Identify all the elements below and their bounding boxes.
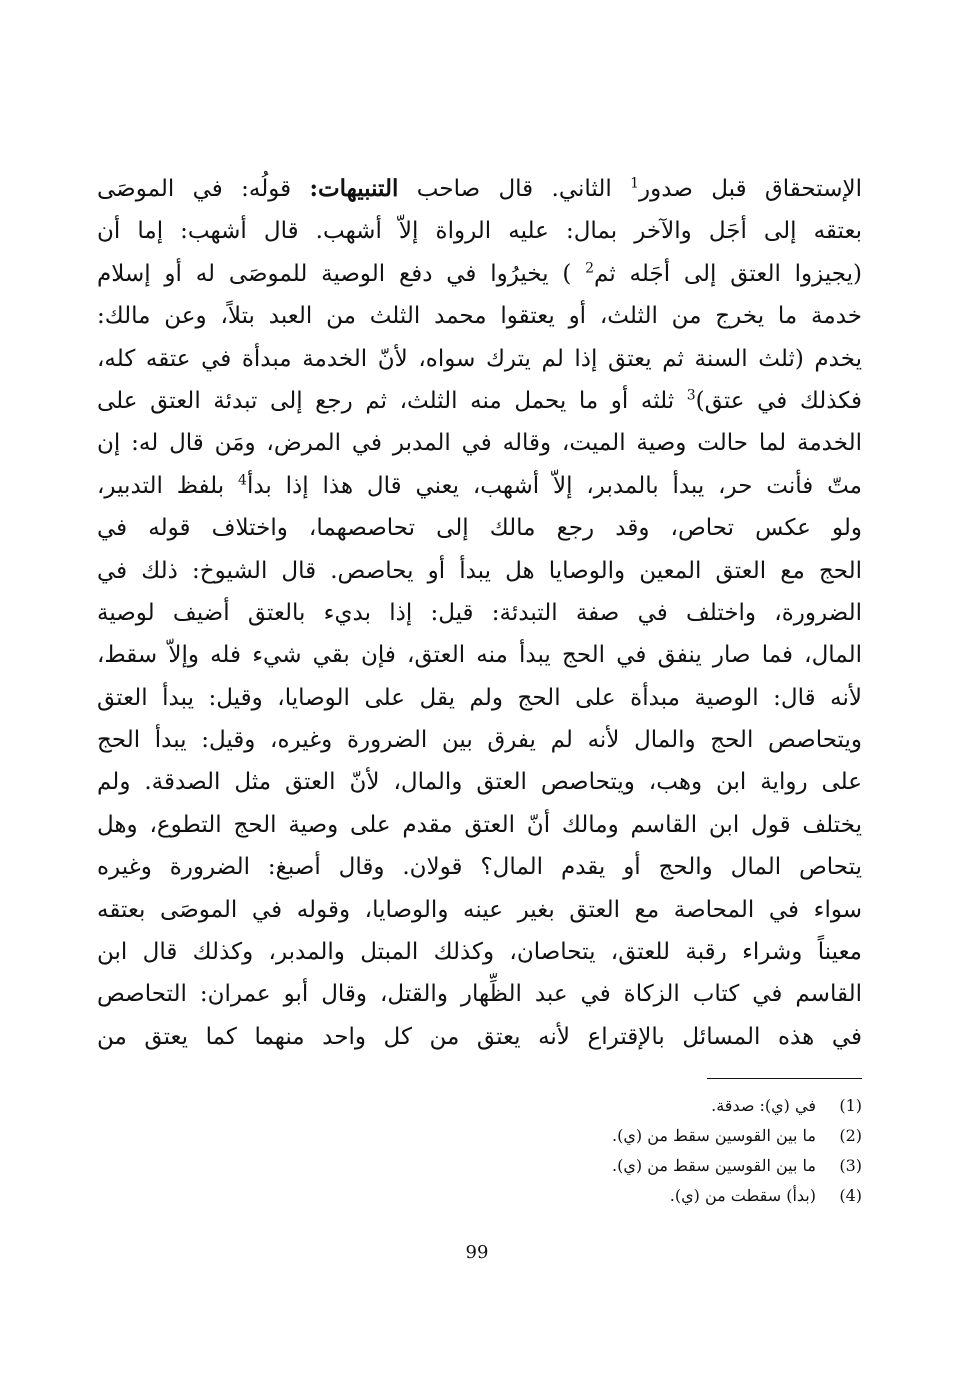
text-line (97, 973, 862, 1015)
footnote-marker: 1 (630, 175, 640, 192)
line-text: الحج مع العتق المعين والوصايا هل يبدأ أو يحاصص. قال الشيوخ: ذلك في (97, 557, 862, 584)
footnote-number: (3) (839, 1156, 862, 1175)
page-number: 99 (465, 1242, 489, 1263)
footnote-text: في (ي): صدقة. (711, 1096, 816, 1115)
line-text: ) يخيرُوا في دفع الوصية للموصَى له أو إسلام (97, 260, 586, 287)
line-text: الثاني. قال صاحب (398, 176, 631, 202)
line-text: بعتقه إلى أجَل والآخر بمال: عليه الرواة إلاّ أشهب. قال أشهب: إما أن (97, 218, 862, 245)
text-line (97, 295, 862, 337)
line-text: قولُه: في الموصَى (97, 176, 310, 202)
footnote (612, 1092, 862, 1122)
line-text: يختلف قول ابن القاسم ومالك أنّ العتق مقدم على وصية الحج التطوع، وهل (97, 811, 862, 838)
text-line (97, 846, 862, 888)
line-text: القاسم في كتاب الزكاة في عبد الظِّهار والقتل، وقال أبو عمران: التحاصص (97, 981, 862, 1008)
line-text: يتحاص المال والحج أو يقدم المال؟ قولان. وقال أصبغ: الضرورة وغيره (97, 854, 862, 881)
footnotes-block (612, 1092, 862, 1212)
line-text: ويتحاصص الحج والمال لأنه لم يفرق بين الضرورة وغيره، وقيل: يبدأ الحج (97, 727, 862, 754)
line-text: بلفظ التدبير، (97, 472, 239, 499)
text-line (97, 889, 862, 931)
footnote (612, 1122, 862, 1152)
line-text: يخدم (ثلث السنة ثم يعتق إذا لم يترك سواه، لأنّ الخدمة مبدأة في عتقه كله، (97, 345, 862, 372)
footnote-separator (707, 1078, 862, 1079)
text-line (97, 592, 862, 634)
line-text: على رواية ابن وهب، ويتحاصص العتق والمال، لأنّ العتق مثل الصدقة. ولم (97, 769, 862, 796)
footnote-number: (2) (839, 1126, 862, 1145)
footnote-marker: 3 (686, 387, 696, 404)
footnote-number: (4) (839, 1186, 862, 1205)
text-line (97, 550, 862, 592)
text-line (97, 761, 862, 803)
line-text: في هذه المسائل بالإقتراع لأنه يعتق من كل واحد منهما كما يعتق من (97, 1023, 862, 1050)
text-line (97, 253, 862, 295)
text-line (97, 634, 862, 676)
line-text: خدمة ما يخرج من الثلث، أو يعتقوا محمد الثلث من العبد بتلاً، وعن مالك: (97, 303, 862, 330)
footnote-text: (بدأ) سقطت من (ي). (669, 1186, 816, 1205)
line-text: سواء في المحاصة مع العتق بغير عينه والوصايا، وقوله في الموصَى بعتقه (97, 896, 862, 923)
line-text: ولو عكس تحاص، وقد رجع مالك إلى تحاصصهما، واختلاف قوله في (97, 515, 862, 542)
line-text: معيناً وشراء رقبة للعتق، يتحاصان، وكذلك المبتل والمدبر، وكذلك قال ابن (97, 939, 862, 966)
text-line (97, 719, 862, 761)
main-text-block (97, 168, 862, 1058)
footnote (612, 1182, 862, 1212)
footnote-marker: 4 (238, 472, 247, 489)
footnote (612, 1152, 862, 1182)
line-text: ثلثه أو ما يحمل منه الثلث، ثم رجع إلى تبدئة العتق على (97, 387, 687, 414)
text-line (97, 422, 862, 464)
text-line (97, 465, 862, 507)
text-line (97, 677, 862, 719)
line-text: فكذلك في عتق) (695, 387, 862, 414)
line-text: الضرورة، واختلف في صفة التبدئة: قيل: إذا بديء بالعتق أضيف لوصية (97, 599, 862, 626)
text-line (97, 338, 862, 380)
text-line (97, 931, 862, 973)
line-text: لأنه قال: الوصية مبدأة على الحج ولم يقل على الوصايا، وقيل: يبدأ العتق (97, 684, 862, 711)
footnote-marker: 2 (585, 260, 595, 277)
line-text: الخدمة لما حالت وصية الميت، وقاله في المدبر في المرض، ومَن قال له: إن (97, 430, 862, 457)
text-line (97, 507, 862, 549)
footnote-number: (1) (839, 1096, 862, 1115)
line-text: المال، فما صار ينفق في الحج يبدأ منه العتق، فإن بقي شيء فله وإلاّ سقط، (97, 642, 862, 669)
text-line (97, 168, 862, 210)
text-line (97, 804, 862, 846)
line-text: الإستحقاق قبل صدور (639, 176, 862, 202)
text-line (97, 210, 862, 252)
footnote-text: ما بين القوسين سقط من (ي). (612, 1126, 816, 1145)
footnote-text: ما بين القوسين سقط من (ي). (612, 1156, 816, 1175)
bold-term: التنبيهات: (309, 175, 399, 202)
text-line (97, 380, 862, 422)
line-text: (يجيزوا العتق إلى أجَله ثم (594, 260, 862, 287)
text-line (97, 1016, 862, 1058)
line-text: متّ فأنت حر، يبدأ بالمدبر، إلاّ أشهب، يعني قال هذا إذا بدأ (246, 472, 862, 499)
